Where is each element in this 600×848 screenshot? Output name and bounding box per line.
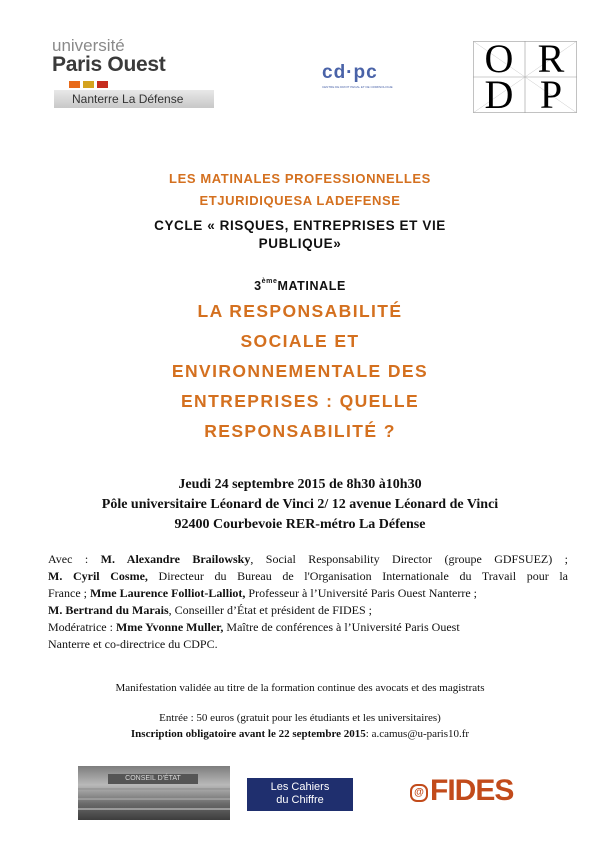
main-title-line4: ENTREPRISES : QUELLE	[180, 391, 420, 411]
speaker-line-2	[48, 568, 568, 585]
moderatrice-label: Modératrice :	[48, 620, 113, 634]
cycle-title-line1: CYCLE « RISQUES, ENTREPRISES ET VIE	[154, 218, 446, 233]
speaker-line-6	[48, 636, 568, 653]
inscription-deadline: Inscription obligatoire avant le 22 septembre 2015	[130, 728, 366, 740]
inscription-email: : a.camus@u-paris10.fr	[365, 728, 470, 740]
ordp-letter-o: O	[484, 36, 514, 81]
speaker-3-role: Professeur à l’Université Paris Ouest Nanterre ;	[245, 586, 478, 600]
inscription-note	[0, 728, 600, 740]
photo-stripe	[78, 798, 230, 800]
speaker-1-role: , Social Responsability Director (groupe GDFSUEZ) ;	[250, 552, 569, 566]
cdpc-logo	[322, 62, 410, 94]
fides-logo	[410, 774, 526, 808]
photo-sign: CONSEIL D'ÉTAT	[108, 774, 198, 784]
ordp-letter-r: R	[537, 36, 565, 81]
fides-at-icon: @	[410, 784, 428, 802]
matinale-heading	[0, 278, 600, 293]
conseil-etat-photo	[78, 766, 230, 820]
speaker-line-1	[48, 551, 568, 568]
fides-wordmark: FIDES	[430, 774, 514, 807]
matinale-number: 3	[254, 279, 262, 293]
cdpc-logo-text: cd·pc	[322, 62, 378, 83]
cahiers-du-chiffre-logo	[247, 778, 353, 811]
speakers-paragraph	[48, 551, 568, 653]
logo-square-red	[97, 81, 108, 88]
speaker-1-name: M. Alexandre Brailowsky	[100, 552, 251, 566]
org-title-line2: ETJURIDIQUESA LADEFENSE	[199, 193, 401, 208]
cdpc-logo-subtext: CENTRE DE DROIT PENAL ET DE CRIMINOLOGIE	[322, 85, 393, 89]
main-title-line5: RESPONSABILITÉ ?	[204, 421, 396, 441]
speaker-line-3	[48, 585, 568, 602]
matinale-label: MATINALE	[277, 279, 346, 293]
ordp-letter-p: P	[539, 72, 563, 117]
moderatrice-role-end: Nanterre et co-directrice du CDPC.	[48, 637, 218, 651]
main-title-line3: ENVIRONNEMENTALE DES	[171, 361, 429, 381]
main-title-line2: SOCIALE ET	[240, 331, 360, 351]
entry-fee: Entrée : 50 euros (gratuit pour les étudiants et les universitaires)	[159, 712, 441, 724]
photo-stripe	[78, 788, 230, 790]
university-logo-line3: Nanterre La Défense	[54, 90, 214, 108]
logo-square-yellow	[83, 81, 94, 88]
matinale-sup: ème	[261, 278, 278, 285]
event-date: Jeudi 24 septembre 2015 de 8h30 à10h30	[178, 477, 422, 492]
university-logo-line1: université	[52, 36, 125, 55]
university-logo	[50, 36, 215, 106]
org-title-line1: LES MATINALES PROFESSIONNELLES	[169, 171, 431, 186]
speaker-3-name: Mme Laurence Folliot-Lalliot,	[89, 586, 246, 600]
speaker-4-name: M. Bertrand du Marais	[48, 603, 169, 617]
event-place-line1: Pôle universitaire Léonard de Vinci 2/ 12 avenue Léonard de Vinci	[101, 497, 499, 512]
moderatrice-role: Maître de conférences à l’Université Paris Ouest	[223, 620, 460, 634]
moderatrice-name: Mme Yvonne Muller,	[115, 620, 224, 634]
ordp-letter-d: D	[484, 72, 514, 117]
speaker-2-role: Directeur du Bureau de l'Organisation Internationale du Travail pour la	[147, 569, 568, 583]
validation-note: Manifestation validée au titre de la formation continue des avocats et des magistrats	[115, 682, 485, 694]
university-logo-line2: Paris Ouest	[52, 53, 166, 76]
main-title-line1: LA RESPONSABILITÉ	[197, 301, 403, 321]
speaker-line-4	[48, 602, 568, 619]
logo-square-orange	[69, 81, 80, 88]
speaker-2-name: M. Cyril Cosme,	[48, 569, 148, 583]
speaker-4-role: , Conseiller d’État et président de FIDES ;	[168, 603, 372, 617]
speaker-line-5	[48, 619, 568, 636]
cahiers-line2: du Chiffre	[276, 794, 324, 806]
photo-stripe	[78, 808, 230, 810]
event-place-line2: 92400 Courbevoie RER-métro La Défense	[174, 517, 426, 532]
ordp-logo	[473, 36, 577, 117]
cahiers-line1: Les Cahiers	[270, 781, 330, 793]
speaker-2-role-end: France ;	[48, 586, 87, 600]
avec-label: Avec :	[48, 552, 89, 566]
cycle-title-line2: PUBLIQUE»	[258, 236, 342, 251]
